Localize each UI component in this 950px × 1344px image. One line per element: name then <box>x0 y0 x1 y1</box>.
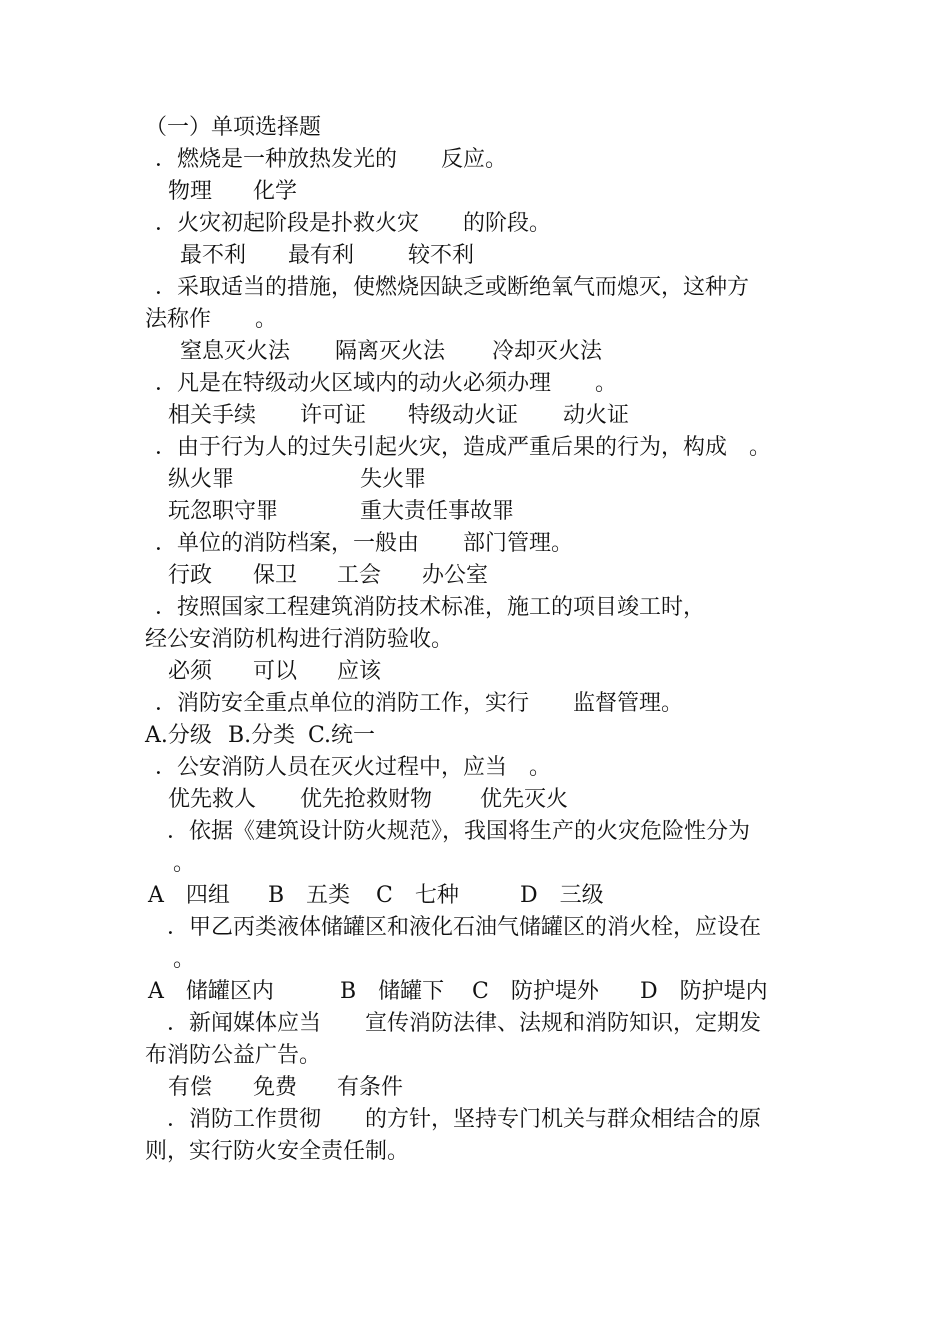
question-6-stem <box>145 528 813 560</box>
option-b: 许可证 <box>300 403 367 428</box>
option-b: 可以 <box>253 659 298 684</box>
option-d: D 防护堤内 <box>640 979 768 1004</box>
option-d: 动火证 <box>563 403 630 428</box>
option-c: 冷却灭火法 <box>492 339 603 364</box>
option-c: 有条件 <box>337 1075 404 1100</box>
option-a: 优先救人 <box>168 787 257 812</box>
question-text: ．新闻媒体应当 宣传消防法律、法规和消防知识，定期发 <box>167 1011 762 1036</box>
question-10-stem-line-1 <box>145 816 813 848</box>
question-5-stem <box>145 432 813 464</box>
question-text: ．消防工作贯彻 的方针，坚持专门机关与群众相结合的原 <box>167 1107 762 1132</box>
option-b: B.分类 <box>228 723 296 748</box>
option-c: 玩忽职守罪 <box>168 499 279 524</box>
question-text: ．由于行为人的过失引起火灾，造成严重后果的行为，构成 。 <box>155 435 772 460</box>
option-b: B 五类 <box>268 883 351 908</box>
option-d: D 三级 <box>520 883 604 908</box>
question-5-options-row-1 <box>145 464 813 496</box>
option-a: A 储罐区内 <box>148 979 274 1004</box>
question-10-options <box>145 880 813 912</box>
question-2-stem <box>145 208 813 240</box>
question-3-options <box>145 336 813 368</box>
question-text: ．凡是在特级动火区域内的动火必须办理 。 <box>155 371 618 396</box>
question-text-continued: 布消防公益广告。 <box>145 1043 322 1068</box>
section-heading-line <box>145 112 813 144</box>
option-b: 化学 <box>253 179 298 204</box>
option-c: 优先灭火 <box>480 787 569 812</box>
option-b: B 储罐下 <box>340 979 445 1004</box>
question-text: ．火灾初起阶段是扑救火灾 的阶段。 <box>155 211 552 236</box>
question-3-stem-line-1 <box>145 272 813 304</box>
option-a: 窒息灭火法 <box>180 339 291 364</box>
question-text-continued: 经公安消防机构进行消防验收。 <box>145 627 454 652</box>
option-b: 保卫 <box>253 563 298 588</box>
question-2-options <box>145 240 813 272</box>
question-5-options-row-2 <box>145 496 813 528</box>
option-b: 免费 <box>253 1075 298 1100</box>
question-4-stem <box>145 368 813 400</box>
option-a: A 四组 <box>148 883 230 908</box>
option-a: 必须 <box>168 659 213 684</box>
question-text: ．消防安全重点单位的消防工作，实行 监督管理。 <box>155 691 684 716</box>
option-a: 有偿 <box>168 1075 213 1100</box>
question-7-options <box>145 656 813 688</box>
question-6-options <box>145 560 813 592</box>
question-4-options <box>145 400 813 432</box>
option-c: 特级动火证 <box>408 403 519 428</box>
question-12-options <box>145 1072 813 1104</box>
question-12-stem-line-1 <box>145 1008 813 1040</box>
option-a: A.分级 <box>145 723 212 748</box>
question-3-stem-line-2 <box>145 304 813 336</box>
option-a: 相关手续 <box>168 403 257 428</box>
question-8-stem <box>145 688 813 720</box>
document-page <box>145 112 813 1168</box>
option-a: 纵火罪 <box>168 467 235 492</box>
option-c: 较不利 <box>408 243 475 268</box>
question-text: ．按照国家工程建筑消防技术标准，施工的项目竣工时， <box>155 595 706 620</box>
question-13-stem-line-2 <box>145 1136 813 1168</box>
section-heading: （一）单项选择题 <box>145 115 322 140</box>
question-12-stem-line-2 <box>145 1040 813 1072</box>
option-c: 工会 <box>337 563 382 588</box>
question-1-stem <box>145 144 813 176</box>
option-c: C 七种 <box>376 883 459 908</box>
question-9-stem <box>145 752 813 784</box>
question-7-stem-line-2 <box>145 624 813 656</box>
question-text-continued: 。 <box>173 947 196 972</box>
question-7-stem-line-1 <box>145 592 813 624</box>
question-11-options <box>145 976 813 1008</box>
question-10-stem-line-2 <box>145 848 813 880</box>
question-11-stem-line-2 <box>145 944 813 976</box>
option-c: C 防护堤外 <box>472 979 599 1004</box>
question-text: ．依据《建筑设计防火规范》，我国将生产的火灾危险性分为 <box>167 819 751 844</box>
question-text-continued: 则，实行防火安全责任制。 <box>145 1139 410 1164</box>
option-a: 物理 <box>168 179 213 204</box>
option-b: 最有利 <box>288 243 355 268</box>
question-text: ．采取适当的措施，使燃烧因缺乏或断绝氧气而熄灭，这种方 <box>155 275 750 300</box>
question-13-stem-line-1 <box>145 1104 813 1136</box>
option-b: 隔离灭火法 <box>335 339 446 364</box>
question-9-options <box>145 784 813 816</box>
option-c: 应该 <box>337 659 382 684</box>
option-c: C.统一 <box>308 723 376 748</box>
question-text: ．公安消防人员在灭火过程中，应当 。 <box>155 755 552 780</box>
question-8-options <box>145 720 813 752</box>
question-1-options <box>145 176 813 208</box>
option-b: 优先抢救财物 <box>300 787 433 812</box>
question-11-stem-line-1 <box>145 912 813 944</box>
option-a: 行政 <box>168 563 213 588</box>
option-b: 失火罪 <box>360 467 427 492</box>
question-text: ．燃烧是一种放热发光的 反应。 <box>155 147 508 172</box>
question-text-continued: 法称作 。 <box>145 307 278 332</box>
question-text: ．甲乙丙类液体储罐区和液化石油气储罐区的消火栓，应设在 <box>167 915 762 940</box>
option-a: 最不利 <box>180 243 247 268</box>
option-d: 重大责任事故罪 <box>360 499 515 524</box>
question-text-continued: 。 <box>173 851 196 876</box>
question-text: ．单位的消防档案，一般由 部门管理。 <box>155 531 574 556</box>
option-d: 办公室 <box>422 563 489 588</box>
